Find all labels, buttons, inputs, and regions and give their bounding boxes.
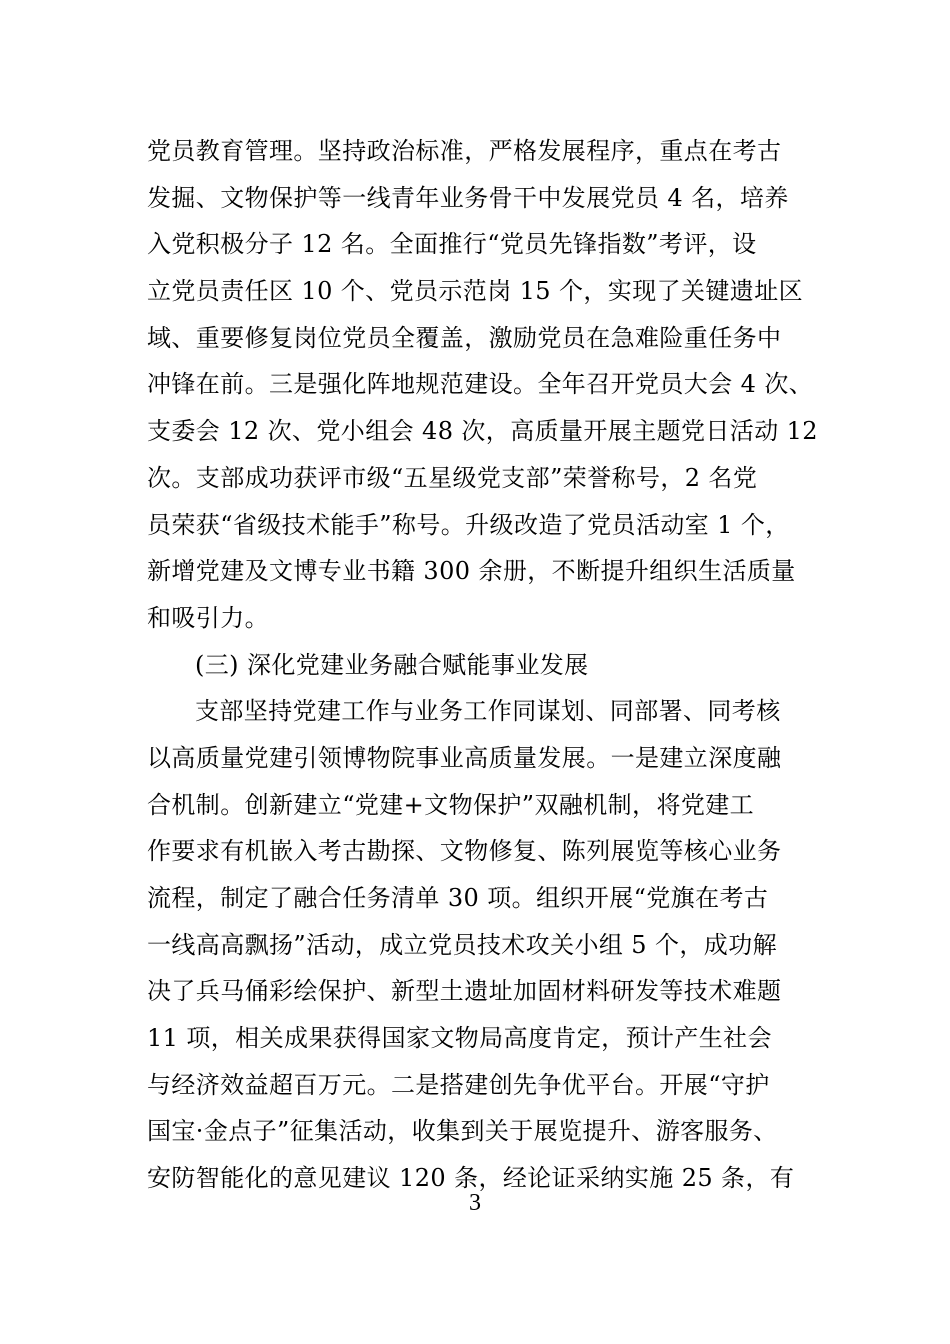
body-text [147,128,817,1202]
text-line: 决了兵马俑彩绘保护、新型土遗址加固材料研发等技术难题 [147,977,782,1006]
text-line: 以高质量党建引领博物院事业高质量发展。一是建立深度融 [147,743,782,772]
text-line: 一线高高飘扬”活动，成立党员技术攻关小组 5 个，成功解 [147,930,777,959]
text-line: 支委会 12 次、党小组会 48 次，高质量开展主题党日活动 12 [147,417,818,446]
page-number: 3 [469,1190,481,1216]
text-line: 安防智能化的意见建议 120 条，经论证采纳实施 25 条，有 [147,1164,795,1193]
text-line: 作要求有机嵌入考古勘探、文物修复、陈列展览等核心业务 [147,837,782,866]
text-line: 立党员责任区 10 个、党员示范岗 15 个，实现了关键遗址区 [147,277,803,306]
text-line: 11 项，相关成果获得国家文物局高度肯定，预计产生社会 [147,1024,772,1053]
text-line: 冲锋在前。三是强化阵地规范建设。全年召开党员大会 4 次、 [147,370,814,399]
text-line: 入党积极分子 12 名。全面推行“党员先锋指数”考评，设 [147,230,757,259]
paragraph-integration [147,688,817,1202]
text-line: 合机制。创新建立“党建+文物保护”双融机制，将党建工 [147,790,755,819]
text-line: 次。支部成功获评市级“五星级党支部”荣誉称号，2 名党 [147,463,758,492]
text-line: 发掘、文物保护等一线青年业务骨干中发展党员 4 名，培养 [147,183,789,212]
paragraph-party-member-management [147,128,817,642]
text-line: 支部坚持党建工作与业务工作同谋划、同部署、同考核 [195,697,781,726]
text-line: 和吸引力。 [147,603,269,632]
text-line: 国宝·金点子”征集活动，收集到关于展览提升、游客服务、 [147,1117,778,1146]
text-line: 员荣获“省级技术能手”称号。升级改造了党员活动室 1 个， [147,510,790,539]
text-line: 与经济效益超百万元。二是搭建创先争优平台。开展“守护 [147,1070,770,1099]
text-line: 流程，制定了融合任务清单 30 项。组织开展“党旗在考古 [147,884,769,912]
section-heading: (三) 深化党建业务融合赋能事业发展 [195,650,589,679]
text-line: 新增党建及文博专业书籍 300 余册，不断提升组织生活质量 [147,557,796,586]
text-line: 域、重要修复岗位党员全覆盖，激励党员在急难险重任务中 [147,323,782,352]
text-line: 党员教育管理。坚持政治标准，严格发展程序，重点在考古 [147,137,782,165]
